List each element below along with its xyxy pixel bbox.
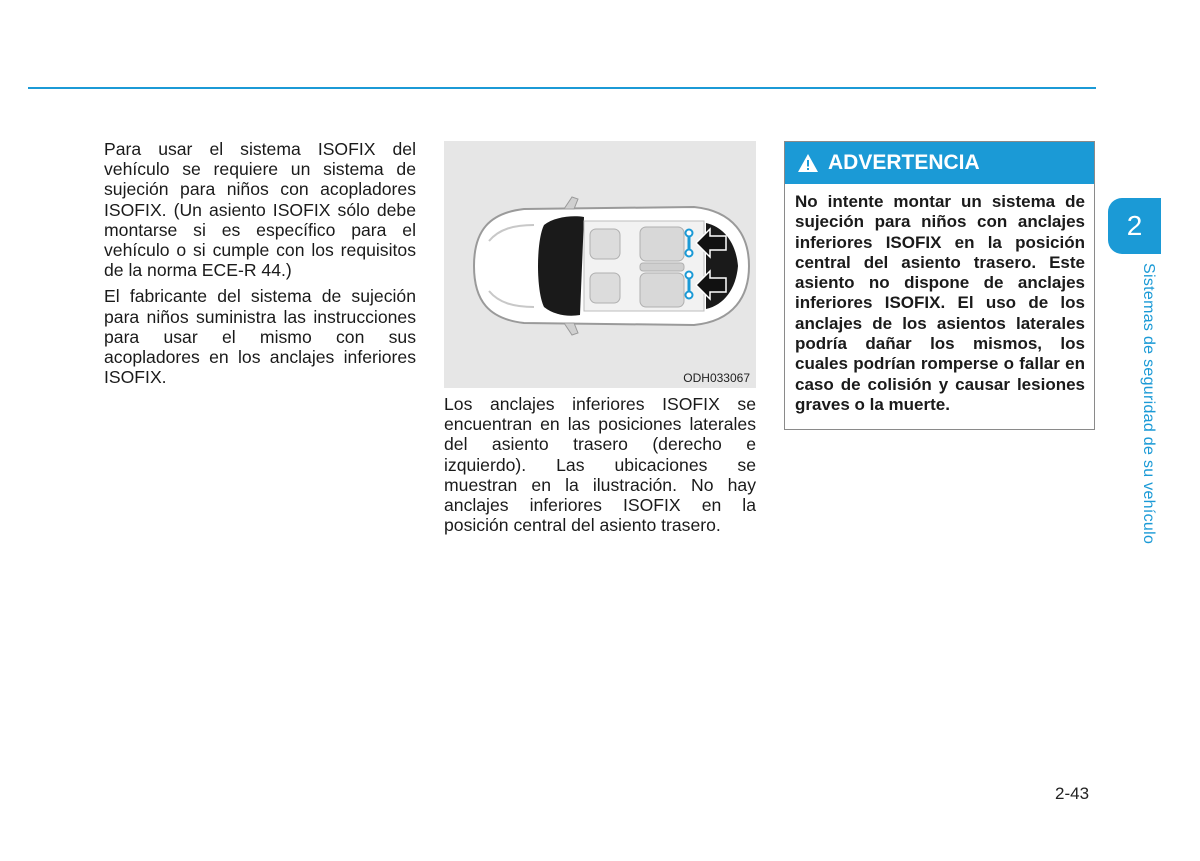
warning-text: No intente montar un sistema de sujeción para niños con anclajes inferiores ISOFIX en la posición central del asiento trasero. Este asiento no dispone de anclajes inferiores ISOFIX. El uso de los anclajes de los asientos laterales podría dañar los mismos, los cuales podrían romperse o fallar en caso de colisión y causar lesiones graves o la muerte. — [795, 192, 1085, 414]
warning-triangle-icon — [797, 153, 819, 173]
figure-code: ODH033067 — [683, 371, 750, 385]
warning-header — [785, 142, 1094, 184]
chapter-number-tab: 2 — [1108, 198, 1161, 254]
page-number: 2-43 — [1055, 784, 1090, 803]
left-text-column — [104, 139, 416, 393]
figure-caption — [444, 394, 756, 541]
isofix-car-illustration — [444, 141, 756, 388]
chapter-title: Sistemas de seguridad de su vehículo — [1140, 263, 1157, 545]
car-topview-drawing — [444, 141, 756, 388]
warning-title: ADVERTENCIA — [828, 151, 980, 174]
isofix-intro-paragraph: Para usar el sistema ISOFIX del vehículo se requiere un sistema de sujeción para niños con acopladores ISOFIX. (Un asiento ISOFIX sólo debe montarse si es específico para el vehículo o si cumple con los requisitos de la norma ECE-R 44.) — [104, 139, 416, 281]
manufacturer-paragraph: El fabricante del sistema de sujeción para niños suministra las instrucciones para usar el mismo con sus acopladores en los anclajes inferiores ISOFIX. — [104, 286, 416, 388]
figure-caption-text: Los anclajes inferiores ISOFIX se encuentran en las posiciones laterales del asiento trasero (derecho e izquierdo). Las ubicaciones se muestran en la ilustración. No hay anclajes inferiores ISOFIX en la posición central del asiento trasero. — [444, 394, 756, 536]
header-rule — [28, 87, 1096, 89]
warning-box — [784, 141, 1095, 430]
